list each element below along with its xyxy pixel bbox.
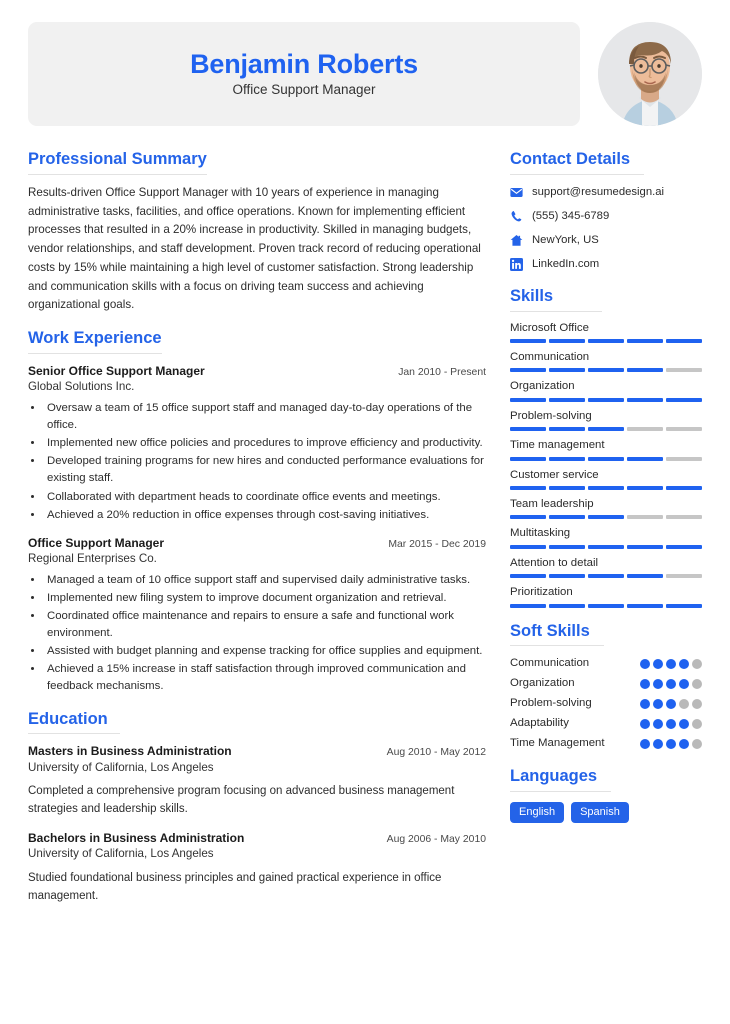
contact-value: support@resumedesign.ai — [532, 186, 665, 199]
skill-segment — [549, 427, 585, 431]
skill-level-bar — [510, 604, 702, 608]
skill-item — [510, 526, 702, 548]
education-description: Studied foundational business principles and gained practical experience in office management. — [28, 871, 442, 902]
envelope-icon — [510, 186, 523, 199]
skill-segment — [549, 398, 585, 402]
experience-entry-header — [28, 363, 486, 379]
section-contact-details — [510, 150, 702, 273]
skill-segment — [588, 339, 624, 343]
education-date: Aug 2010 - May 2012 — [386, 747, 486, 759]
skill-name: Multitasking — [510, 527, 571, 540]
soft-skill-rating — [640, 675, 702, 689]
rating-dot — [653, 719, 663, 729]
skill-item — [510, 556, 702, 578]
education-entry — [28, 830, 486, 906]
experience-date: Jan 2010 - Present — [398, 367, 486, 379]
section-heading-languages: Languages — [510, 767, 611, 792]
rating-dot — [692, 739, 702, 749]
skill-segment — [666, 427, 702, 431]
skill-segment — [627, 339, 663, 343]
skill-segment — [666, 457, 702, 461]
skill-segment — [588, 427, 624, 431]
education-entry-header — [28, 743, 486, 759]
sidebar-column — [510, 150, 702, 1024]
resume-header — [28, 22, 702, 134]
skill-segment — [549, 515, 585, 519]
skill-segment — [627, 427, 663, 431]
education-school: University of California, Los Angeles — [28, 760, 214, 774]
skill-segment — [510, 486, 546, 490]
soft-skill-item — [510, 735, 702, 753]
contact-value: NewYork, US — [532, 234, 599, 247]
skill-segment — [510, 515, 546, 519]
skill-segment — [588, 545, 624, 549]
skill-segment — [588, 574, 624, 578]
skill-level-bar — [510, 515, 702, 519]
experience-role: Senior Office Support Manager — [28, 364, 205, 379]
skill-segment — [549, 457, 585, 461]
soft-skill-item — [510, 675, 702, 693]
soft-skill-name: Organization — [510, 677, 575, 690]
rating-dot — [666, 699, 676, 709]
skill-name: Customer service — [510, 468, 599, 481]
skill-segment — [510, 545, 546, 549]
contact-row — [510, 257, 702, 273]
rating-dot — [679, 699, 689, 709]
experience-bullet: • Coordinated office maintenance and repairs to ensure a safe and functional work environment. — [44, 608, 486, 642]
skill-level-bar — [510, 339, 702, 343]
rating-dot — [653, 699, 663, 709]
skill-name: Time management — [510, 439, 605, 452]
contact-value: LinkedIn.com — [532, 258, 600, 271]
soft-skill-name: Time Management — [510, 737, 605, 750]
rating-dot — [692, 679, 702, 689]
skill-segment — [510, 339, 546, 343]
contact-row — [510, 185, 702, 201]
skill-segment — [549, 486, 585, 490]
experience-entry-header — [28, 535, 486, 551]
skill-segment — [627, 457, 663, 461]
linkedin-icon — [510, 258, 523, 271]
skill-segment — [549, 604, 585, 608]
skill-segment — [588, 604, 624, 608]
skill-item — [510, 585, 702, 607]
soft-skill-name: Communication — [510, 657, 590, 670]
skill-segment — [510, 427, 546, 431]
experience-bullet: • Collaborated with department heads to coordinate office events and meetings. — [44, 489, 486, 506]
soft-skill-rating — [640, 735, 702, 749]
skill-segment — [666, 339, 702, 343]
rating-dot — [679, 679, 689, 689]
education-entry-header — [28, 830, 486, 846]
skill-segment — [549, 339, 585, 343]
skill-segment — [627, 545, 663, 549]
contact-list — [510, 185, 702, 273]
skill-segment — [510, 398, 546, 402]
skill-item — [510, 438, 702, 460]
section-heading-summary: Professional Summary — [28, 150, 207, 175]
skill-segment — [627, 574, 663, 578]
skill-name: Attention to detail — [510, 556, 599, 569]
soft-skill-rating — [640, 695, 702, 709]
job-title: Office Support Manager — [232, 82, 376, 98]
section-languages — [510, 767, 702, 823]
skill-segment — [627, 398, 663, 402]
skill-item — [510, 321, 702, 343]
rating-dot — [640, 699, 650, 709]
education-list — [28, 743, 486, 905]
experience-bullet: • Assisted with budget planning and expense tracking for office supplies and equipment. — [44, 643, 486, 660]
skill-name: Organization — [510, 380, 575, 393]
rating-dot — [640, 719, 650, 729]
experience-bullet: • Achieved a 20% reduction in office expenses through cost-saving initiatives. — [44, 507, 486, 524]
soft-skill-item — [510, 715, 702, 733]
skill-item — [510, 468, 702, 490]
soft-skill-item — [510, 695, 702, 713]
home-icon — [510, 234, 523, 247]
skill-level-bar — [510, 368, 702, 372]
section-soft-skills — [510, 622, 702, 754]
language-chip: English — [510, 802, 564, 823]
name-band — [28, 22, 580, 126]
experience-bullet-list — [44, 572, 486, 696]
rating-dot — [692, 699, 702, 709]
skill-level-bar — [510, 457, 702, 461]
education-degree: Masters in Business Administration — [28, 744, 232, 759]
rating-dot — [692, 659, 702, 669]
experience-bullet: • Oversaw a team of 15 office support staff and managed day-to-day operations of the office. — [44, 400, 486, 434]
main-column — [28, 150, 486, 1024]
skill-segment — [627, 486, 663, 490]
experience-bullet: • Managed a team of 10 office support staff and supervised daily administrative tasks. — [44, 572, 486, 589]
skill-segment — [549, 368, 585, 372]
skill-item — [510, 409, 702, 431]
resume-body — [28, 150, 702, 1024]
experience-bullet: • Achieved a 15% increase in staff satisfaction through improved communication and feedback mechanisms. — [44, 661, 486, 695]
skill-segment — [627, 604, 663, 608]
education-description: Completed a comprehensive program focusing on advanced business management strategies and leadership skills. — [28, 785, 455, 816]
skill-segment — [510, 368, 546, 372]
skill-name: Communication — [510, 350, 590, 363]
skill-level-bar — [510, 427, 702, 431]
skill-segment — [588, 515, 624, 519]
rating-dot — [653, 659, 663, 669]
experience-role: Office Support Manager — [28, 535, 165, 550]
skill-item — [510, 497, 702, 519]
rating-dot — [653, 679, 663, 689]
rating-dot — [679, 659, 689, 669]
section-heading-education: Education — [28, 710, 120, 735]
skill-name: Prioritization — [510, 586, 573, 599]
skill-segment — [627, 368, 663, 372]
skills-list — [510, 321, 702, 608]
experience-entry — [28, 363, 486, 524]
soft-skill-name: Problem-solving — [510, 697, 592, 710]
soft-skill-item — [510, 655, 702, 673]
skill-segment — [666, 604, 702, 608]
education-entry — [28, 743, 486, 819]
rating-dot — [666, 679, 676, 689]
skill-segment — [666, 368, 702, 372]
experience-bullet: • Implemented new office policies and procedures to improve efficiency and productivity. — [44, 435, 486, 452]
contact-row — [510, 233, 702, 249]
skill-segment — [588, 398, 624, 402]
skill-name: Problem-solving — [510, 409, 592, 422]
section-heading-soft-skills: Soft Skills — [510, 622, 604, 647]
skill-segment — [510, 457, 546, 461]
skill-level-bar — [510, 486, 702, 490]
experience-bullet: • Implemented new filing system to improve document organization and retrieval. — [44, 590, 486, 607]
skill-segment — [666, 398, 702, 402]
phone-icon — [510, 210, 523, 223]
contact-row — [510, 209, 702, 225]
rating-dot — [640, 739, 650, 749]
skill-item — [510, 379, 702, 401]
experience-organization: Global Solutions Inc. — [28, 380, 135, 394]
rating-dot — [640, 659, 650, 669]
skill-segment — [666, 486, 702, 490]
skill-segment — [666, 574, 702, 578]
skill-segment — [549, 545, 585, 549]
section-heading-contact: Contact Details — [510, 150, 644, 175]
avatar — [598, 22, 702, 126]
soft-skill-rating — [640, 655, 702, 669]
language-chip: Spanish — [571, 802, 629, 823]
rating-dot — [666, 659, 676, 669]
skill-segment — [549, 574, 585, 578]
rating-dot — [679, 719, 689, 729]
summary-text: Results-driven Office Support Manager with 10 years of experience in managing administrative tasks, facilities, and office operations. Known for implementing efficient processes that resulted in a 20% increase in productivity. Skilled in managing budgets, vendor relationships, and staff development. Proven track record of reducing operational costs by 15% while maintaining a high level of customer satisfaction. Strong leadership and communication skills with a focus on driving team success and achieving organizational goals. — [28, 185, 481, 312]
soft-skill-rating — [640, 715, 702, 729]
skill-level-bar — [510, 398, 702, 402]
skill-item — [510, 350, 702, 372]
skill-level-bar — [510, 545, 702, 549]
contact-value: (555) 345-6789 — [532, 210, 610, 223]
section-professional-summary — [28, 150, 486, 315]
experience-bullet: • Developed training programs for new hires and conducted performance evaluations for existing staff. — [44, 453, 486, 487]
skill-segment — [666, 545, 702, 549]
section-heading-skills: Skills — [510, 287, 602, 312]
experience-organization: Regional Enterprises Co. — [28, 552, 157, 565]
skill-level-bar — [510, 574, 702, 578]
rating-dot — [666, 719, 676, 729]
rating-dot — [679, 739, 689, 749]
section-heading-experience: Work Experience — [28, 329, 162, 354]
experience-list — [28, 363, 486, 696]
section-work-experience — [28, 329, 486, 695]
rating-dot — [640, 679, 650, 689]
skill-segment — [627, 515, 663, 519]
languages-list — [510, 802, 702, 823]
education-date: Aug 2006 - May 2010 — [386, 833, 486, 845]
skill-name: Team leadership — [510, 497, 594, 510]
section-education — [28, 710, 486, 906]
education-degree: Bachelors in Business Administration — [28, 830, 245, 845]
soft-skill-name: Adaptability — [510, 717, 569, 730]
profile-photo-illustration — [598, 22, 702, 126]
experience-date: Mar 2015 - Dec 2019 — [388, 538, 486, 550]
skill-segment — [588, 368, 624, 372]
soft-skills-list — [510, 655, 702, 753]
skill-segment — [588, 457, 624, 461]
skill-segment — [588, 486, 624, 490]
rating-dot — [692, 719, 702, 729]
page-title: Benjamin Roberts — [190, 49, 418, 80]
rating-dot — [666, 739, 676, 749]
rating-dot — [653, 739, 663, 749]
skill-segment — [510, 604, 546, 608]
experience-entry — [28, 535, 486, 696]
skill-segment — [510, 574, 546, 578]
section-skills — [510, 287, 702, 608]
experience-bullet-list — [44, 400, 486, 524]
skill-name: Microsoft Office — [510, 321, 589, 334]
education-school: University of California, Los Angeles — [28, 847, 214, 861]
skill-segment — [666, 515, 702, 519]
